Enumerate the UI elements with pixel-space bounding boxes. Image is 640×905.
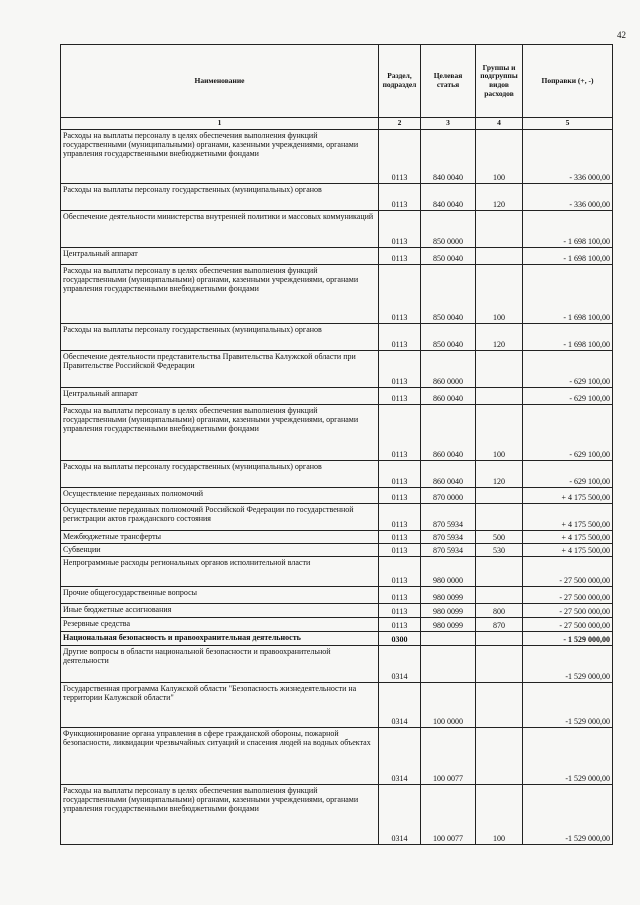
row-name: Центральный аппарат xyxy=(61,388,379,405)
row-target-article: 840 0040 xyxy=(421,184,476,211)
table-row xyxy=(61,544,613,557)
row-expense-group xyxy=(476,557,523,587)
row-section: 0113 xyxy=(379,544,421,557)
row-target-article: 860 0000 xyxy=(421,351,476,388)
row-section: 0113 xyxy=(379,504,421,531)
row-name: Национальная безопасность и правоохранительная деятельность xyxy=(61,632,379,646)
row-amount: -1 529 000,00 xyxy=(523,683,613,728)
row-expense-group xyxy=(476,728,523,785)
row-section: 0113 xyxy=(379,351,421,388)
column-number: 4 xyxy=(476,118,523,130)
row-name: Функционирование органа управления в сфере гражданской обороны, пожарной безопасности, ликвидации чрезвычайных ситуаций и спасения людей на водных объектах xyxy=(61,728,379,785)
table-row xyxy=(61,461,613,488)
row-target-article: 100 0000 xyxy=(421,683,476,728)
table-row xyxy=(61,504,613,531)
row-section: 0314 xyxy=(379,728,421,785)
row-section: 0113 xyxy=(379,604,421,618)
row-amount: - 27 500 000,00 xyxy=(523,557,613,587)
row-expense-group xyxy=(476,632,523,646)
header-section: Раздел, подраздел xyxy=(379,45,421,118)
row-section: 0113 xyxy=(379,405,421,461)
row-amount: -1 529 000,00 xyxy=(523,785,613,845)
row-amount: - 629 100,00 xyxy=(523,388,613,405)
table-row xyxy=(61,646,613,683)
row-expense-group xyxy=(476,248,523,265)
row-expense-group xyxy=(476,211,523,248)
row-amount: - 336 000,00 xyxy=(523,184,613,211)
header-group: Группы и подгруппы видов расходов xyxy=(476,45,523,118)
table-row xyxy=(61,785,613,845)
table-row xyxy=(61,130,613,184)
row-amount: -1 529 000,00 xyxy=(523,728,613,785)
page-number: 42 xyxy=(617,30,626,40)
row-name: Прочие общегосударственные вопросы xyxy=(61,587,379,604)
table-row xyxy=(61,632,613,646)
row-section: 0113 xyxy=(379,557,421,587)
row-name: Осуществление переданных полномочий Российской Федерации по государственной регистрации актов гражданского состояния xyxy=(61,504,379,531)
table-row xyxy=(61,488,613,504)
row-target-article: 860 0040 xyxy=(421,461,476,488)
row-amount: - 1 698 100,00 xyxy=(523,265,613,324)
row-name: Иные бюджетные ассигнования xyxy=(61,604,379,618)
row-name: Межбюджетные трансферты xyxy=(61,531,379,544)
row-section: 0113 xyxy=(379,587,421,604)
header-name: Наименование xyxy=(61,45,379,118)
row-expense-group: 530 xyxy=(476,544,523,557)
row-name: Другие вопросы в области национальной безопасности и правоохранительной деятельности xyxy=(61,646,379,683)
row-expense-group: 870 xyxy=(476,618,523,632)
row-target-article: 980 0099 xyxy=(421,618,476,632)
row-name: Центральный аппарат xyxy=(61,248,379,265)
row-name: Субвенции xyxy=(61,544,379,557)
row-name: Расходы на выплаты персоналу в целях обеспечения выполнения функций государственными (муниципальными) органами, казенными учреждениями, органами управления государственными внебюджетными фондами xyxy=(61,785,379,845)
row-name: Расходы на выплаты персоналу в целях обеспечения выполнения функций государственными (муниципальными) органами, казенными учреждениями, органами управления государственными внебюджетными фондами xyxy=(61,130,379,184)
row-target-article: 840 0040 xyxy=(421,130,476,184)
table-row xyxy=(61,683,613,728)
table-body xyxy=(61,130,613,845)
row-section: 0113 xyxy=(379,265,421,324)
row-expense-group xyxy=(476,646,523,683)
column-number: 1 xyxy=(61,118,379,130)
row-amount: - 336 000,00 xyxy=(523,130,613,184)
row-section: 0113 xyxy=(379,531,421,544)
table-row xyxy=(61,184,613,211)
row-section: 0113 xyxy=(379,324,421,351)
row-name: Расходы на выплаты персоналу в целях обеспечения выполнения функций государственными (муниципальными) органами, казенными учреждениями, органами управления государственными внебюджетными фондами xyxy=(61,405,379,461)
row-amount: - 629 100,00 xyxy=(523,461,613,488)
row-target-article: 850 0040 xyxy=(421,248,476,265)
row-section: 0113 xyxy=(379,248,421,265)
row-target-article: 870 5934 xyxy=(421,544,476,557)
table-row xyxy=(61,405,613,461)
row-expense-group: 500 xyxy=(476,531,523,544)
row-section: 0113 xyxy=(379,184,421,211)
header-amount: Поправки (+, -) xyxy=(523,45,613,118)
column-number: 3 xyxy=(421,118,476,130)
row-name: Расходы на выплаты персоналу государственных (муниципальных) органов xyxy=(61,184,379,211)
row-target-article: 100 0077 xyxy=(421,785,476,845)
row-section: 0314 xyxy=(379,646,421,683)
row-expense-group: 120 xyxy=(476,184,523,211)
table-row xyxy=(61,265,613,324)
table-row xyxy=(61,557,613,587)
table-row xyxy=(61,324,613,351)
row-target-article: 980 0099 xyxy=(421,604,476,618)
row-name: Непрограммные расходы региональных органов исполнительной власти xyxy=(61,557,379,587)
row-expense-group xyxy=(476,587,523,604)
row-name: Осуществление переданных полномочий xyxy=(61,488,379,504)
column-number: 5 xyxy=(523,118,613,130)
row-amount: - 629 100,00 xyxy=(523,405,613,461)
column-number-row xyxy=(61,118,613,130)
row-expense-group: 800 xyxy=(476,604,523,618)
row-section: 0113 xyxy=(379,618,421,632)
row-expense-group xyxy=(476,351,523,388)
row-name: Резервные средства xyxy=(61,618,379,632)
row-target-article: 860 0040 xyxy=(421,405,476,461)
row-target-article: 850 0040 xyxy=(421,324,476,351)
row-expense-group: 100 xyxy=(476,405,523,461)
row-section: 0314 xyxy=(379,683,421,728)
table-row xyxy=(61,618,613,632)
row-target-article: 860 0040 xyxy=(421,388,476,405)
table-row xyxy=(61,531,613,544)
row-expense-group xyxy=(476,488,523,504)
table-row xyxy=(61,211,613,248)
table-header-row xyxy=(61,45,613,118)
row-amount: - 1 529 000,00 xyxy=(523,632,613,646)
row-target-article: 100 0077 xyxy=(421,728,476,785)
row-amount: - 1 698 100,00 xyxy=(523,248,613,265)
row-amount: + 4 175 500,00 xyxy=(523,488,613,504)
row-amount: - 1 698 100,00 xyxy=(523,211,613,248)
row-section: 0113 xyxy=(379,388,421,405)
row-name: Расходы на выплаты персоналу государственных (муниципальных) органов xyxy=(61,324,379,351)
table-row xyxy=(61,388,613,405)
row-target-article: 870 5934 xyxy=(421,504,476,531)
row-amount: + 4 175 500,00 xyxy=(523,544,613,557)
row-section: 0300 xyxy=(379,632,421,646)
row-section: 0113 xyxy=(379,461,421,488)
row-expense-group xyxy=(476,504,523,531)
header-target: Целевая статья xyxy=(421,45,476,118)
row-amount: -1 529 000,00 xyxy=(523,646,613,683)
row-section: 0314 xyxy=(379,785,421,845)
row-target-article xyxy=(421,646,476,683)
table-row xyxy=(61,728,613,785)
row-amount: - 27 500 000,00 xyxy=(523,618,613,632)
column-number: 2 xyxy=(379,118,421,130)
row-target-article: 980 0099 xyxy=(421,587,476,604)
table-row xyxy=(61,587,613,604)
row-target-article: 850 0000 xyxy=(421,211,476,248)
row-expense-group: 120 xyxy=(476,324,523,351)
row-target-article xyxy=(421,632,476,646)
row-expense-group: 100 xyxy=(476,265,523,324)
row-expense-group xyxy=(476,388,523,405)
row-target-article: 870 5934 xyxy=(421,531,476,544)
row-name: Расходы на выплаты персоналу в целях обеспечения выполнения функций государственными (муниципальными) органами, казенными учреждениями, органами управления государственными внебюджетными фондами xyxy=(61,265,379,324)
table-row xyxy=(61,351,613,388)
row-target-article: 850 0040 xyxy=(421,265,476,324)
budget-amendments-table xyxy=(60,44,613,845)
row-section: 0113 xyxy=(379,130,421,184)
table-row xyxy=(61,248,613,265)
table-row xyxy=(61,604,613,618)
row-target-article: 980 0000 xyxy=(421,557,476,587)
row-amount: - 27 500 000,00 xyxy=(523,587,613,604)
row-target-article: 870 0000 xyxy=(421,488,476,504)
row-expense-group: 100 xyxy=(476,130,523,184)
row-amount: + 4 175 500,00 xyxy=(523,504,613,531)
row-amount: - 629 100,00 xyxy=(523,351,613,388)
row-section: 0113 xyxy=(379,211,421,248)
row-expense-group: 100 xyxy=(476,785,523,845)
row-section: 0113 xyxy=(379,488,421,504)
row-amount: - 27 500 000,00 xyxy=(523,604,613,618)
row-expense-group xyxy=(476,683,523,728)
row-name: Государственная программа Калужской области "Безопасность жизнедеятельности на территории Калужской области" xyxy=(61,683,379,728)
row-name: Обеспечение деятельности представительства Правительства Калужской области при Правительстве Российской Федерации xyxy=(61,351,379,388)
row-expense-group: 120 xyxy=(476,461,523,488)
row-name: Обеспечение деятельности министерства внутренней политики и массовых коммуникаций xyxy=(61,211,379,248)
row-amount: + 4 175 500,00 xyxy=(523,531,613,544)
row-amount: - 1 698 100,00 xyxy=(523,324,613,351)
row-name: Расходы на выплаты персоналу государственных (муниципальных) органов xyxy=(61,461,379,488)
